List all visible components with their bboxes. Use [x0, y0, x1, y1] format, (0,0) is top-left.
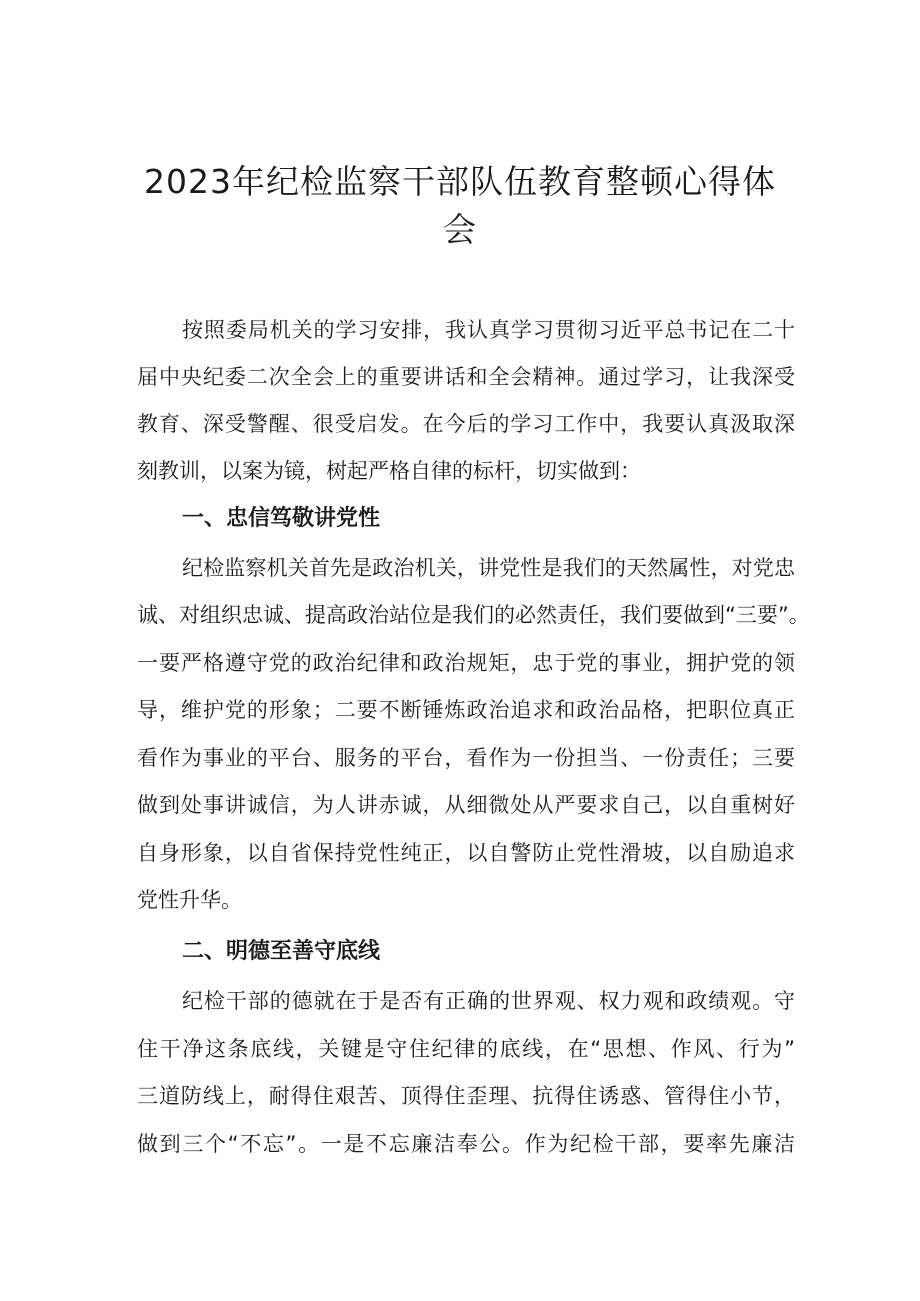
intro-line-2: 届中央纪委二次全会上的重要讲话和全会精神。通过学习，让我深受	[137, 365, 795, 389]
title-line-1: 2023年纪检监察干部队伍教育整顿心得体	[144, 162, 776, 201]
section-1-line-6: 做到处事讲诚信，为人讲赤诚，从细微处从严要求自己，以自重树好	[137, 793, 795, 817]
document-title	[130, 158, 790, 254]
section-2-heading: 二、明德至善守底线	[182, 939, 381, 964]
intro-line-1: 按照委局机关的学习安排，我认真学习贯彻习近平总书记在二十	[182, 318, 795, 342]
section-1-line-4: 导，维护党的形象；二要不断锤炼政治追求和政治品格，把职位真正	[137, 698, 795, 722]
section-1-line-2: 诚、对组织忠诚、提高政治站位是我们的必然责任，我们要做到“三要”。	[137, 603, 810, 627]
section-2-line-3: 三道防线上，耐得住艰苦、顶得住歪理、抗得住诱惑、管得住小节，	[137, 1084, 795, 1108]
section-1-line-7: 自身形象，以自省保持党性纯正，以自警防止党性滑坡，以自励追求	[137, 841, 795, 865]
section-1-line-1: 纪检监察机关首先是政治机关，讲党性是我们的天然属性，对党忠	[182, 556, 795, 580]
section-2-line-4: 做到三个“不忘”。一是不忘廉洁奉公。作为纪检干部，要率先廉洁	[137, 1132, 795, 1156]
section-2-line-1: 纪检干部的德就在于是否有正确的世界观、权力观和政绩观。守	[182, 989, 795, 1013]
section-1-line-3: 一要严格遵守党的政治纪律和政治规矩，忠于党的事业，拥护党的领	[137, 651, 795, 675]
section-1-line-5: 看作为事业的平台、服务的平台，看作为一份担当、一份责任；三要	[137, 746, 795, 770]
section-2-line-2: 住干净这条底线，关键是守住纪律的底线，在“思想、作风、行为”	[137, 1037, 795, 1061]
intro-line-3: 教育、深受警醒、很受启发。在今后的学习工作中，我要认真汲取深	[137, 412, 795, 436]
intro-line-4: 刻教训，以案为镜，树起严格自律的标杆，切实做到：	[137, 459, 641, 483]
title-line-2: 会	[443, 210, 477, 249]
section-1-heading: 一、忠信笃敬讲党性	[182, 506, 381, 531]
section-1-line-8: 党性升华。	[137, 888, 242, 912]
